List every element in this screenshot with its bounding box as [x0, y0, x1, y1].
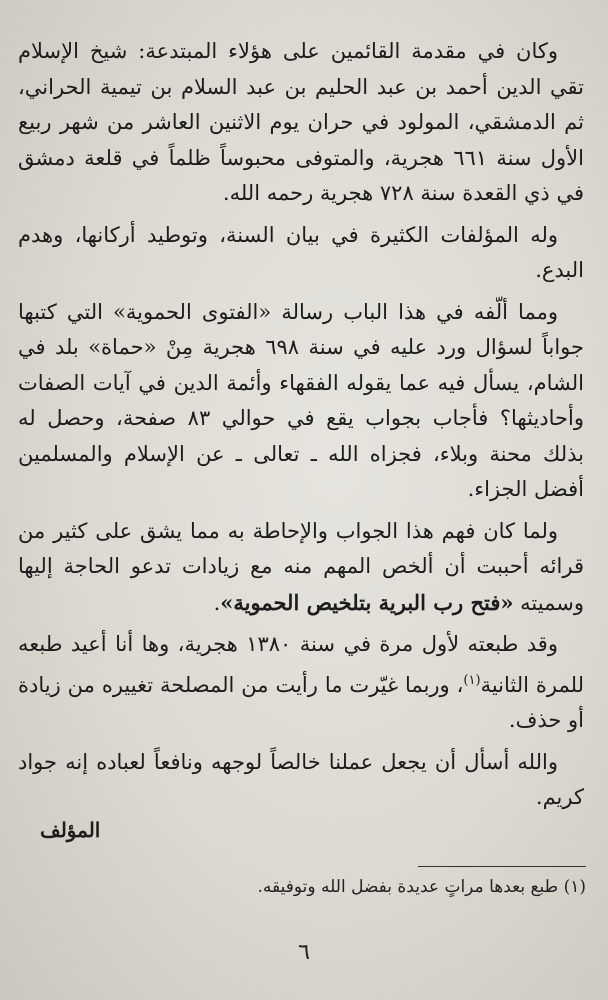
author-signature: المؤلف: [40, 818, 101, 842]
paragraph-3: ومما ألّفه في هذا الباب رسالة «الفتوى الحموية» التي كتبها جواباً لسؤال ورد عليه في سنة ٦٩٨ هجرية مِنْ «حماة» بلد في الشام، يسأل فيه عما يقوله الفقهاء وأئمة الدين في آيات الصفات وأحاديثها؟ فأجاب بجواب يقع في حوالي ٨٣ صفحة، وحصل له بذلك محنة وبلاء، فجزاه الله ـ تعالى ـ عن الإسلام والمسلمين أفضل الجزاء.: [18, 299, 585, 501]
footnote-divider: [418, 866, 586, 867]
body-text: [18, 34, 584, 822]
footnote: (١) طبع بعدها مراتٍ عديدة بفضل الله وتوفيقه.: [257, 877, 586, 897]
paragraph-1: وكان في مقدمة القائمين على هؤلاء المبتدعة: شيخ الإسلام تقي الدين أحمد بن عبد الحليم بن عبد السلام بن تيمية الحراني، ثم الدمشقي، المولود في حران يوم الاثنين العاشر من شهر ربيع الأول سنة ٦٦١ هجرية، والمتوفى محبوساً ظلماً في قلعة دمشق في ذي القعدة سنة ٧٢٨ هجرية رحمه الله.: [18, 39, 584, 205]
paragraph-6: والله أسأل أن يجعل عملنا خالصاً لوجهه ونافعاً لعباده إنه جواد كريم.: [18, 749, 584, 809]
paragraph-5-text: وقد طبعته لأول مرة في سنة ١٣٨٠ هجرية، وها أنا أعيد طبعه للمرة الثانية: [18, 632, 584, 697]
paragraph-4: [18, 514, 584, 622]
paragraph-5: [18, 627, 584, 739]
paragraph-2: وله المؤلفات الكثيرة في بيان السنة، وتوطيد أركانها، وهدم البدع.: [18, 222, 584, 282]
paragraph-4-text: ولما كان فهم هذا الجواب والإحاطة به مما يشق على كثير من قرائه أحببت أن ألخص المهم منه مع زيادات تدعو الحاجة إليها وسميته: [18, 518, 584, 615]
paragraph-4-end: .: [213, 590, 221, 615]
page-number: ٦: [298, 940, 310, 965]
footnote-marker: (١): [463, 672, 481, 688]
paragraph-5-end: ، وربما غيّرت ما رأيت من المصلحة تغييره من زيادة أو حذف.: [18, 672, 584, 732]
book-title: «فتح رب البرية بتلخيص الحموية»: [220, 589, 514, 615]
